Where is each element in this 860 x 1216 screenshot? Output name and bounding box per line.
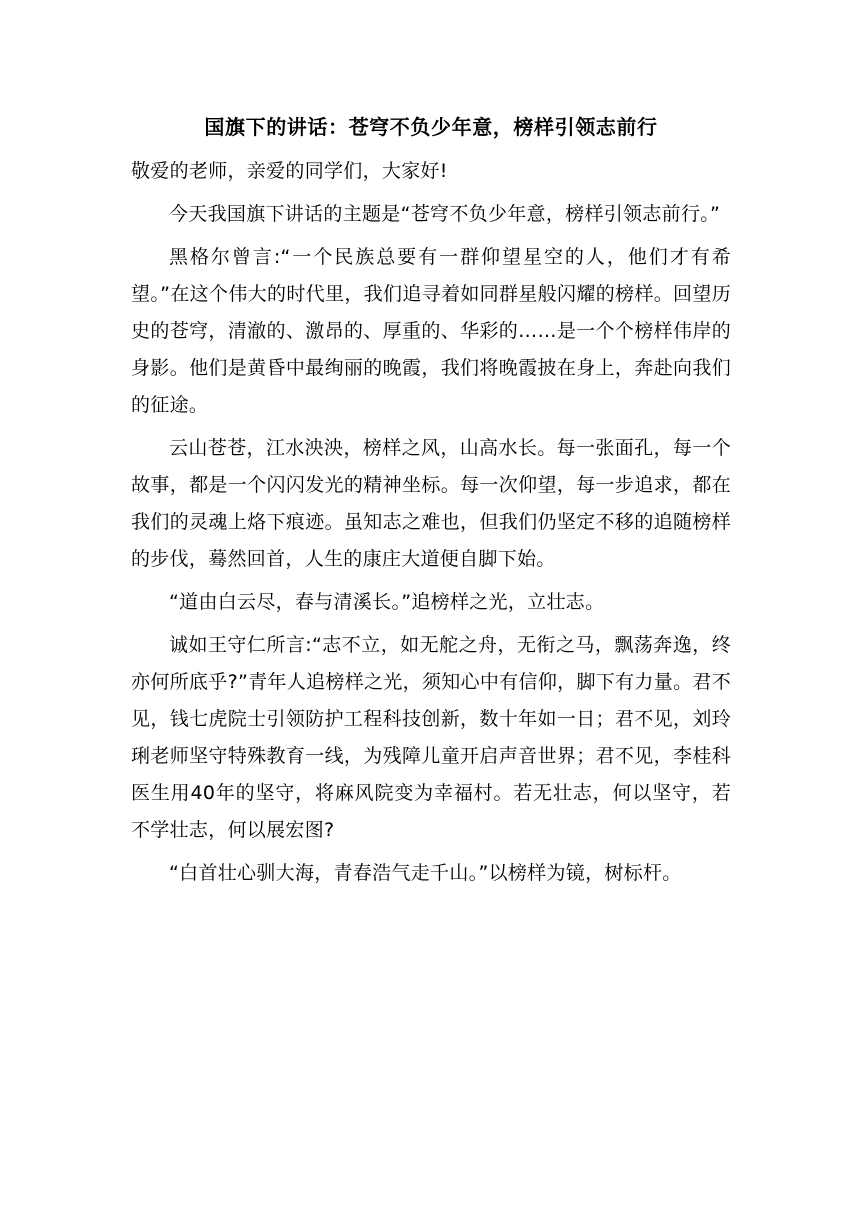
speech-body: [131, 153, 731, 898]
paragraph-hegel-quote: 黑格尔曾言:“一个民族总要有一群仰望星空的人，他们才有希望。”在这个伟大的时代里，我们追寻着如同群星般闪耀的榜样。回望历史的苍穹，清澈的、激昂的、厚重的、华彩的……是一个个榜样伟岸的身影。他们是黄昏中最绚丽的晚霞，我们将晚霞披在身上，奔赴向我们的征途。: [131, 246, 731, 416]
paragraph-wang-shouren: 诚如王守仁所言:“志不立，如无舵之舟，无衔之马，飘荡奔逸，终亦何所底乎?”青年人追榜样之光，须知心中有信仰，脚下有力量。君不见，钱七虎院士引领防护工程科技创新，数十年如一日；君不见，刘玲琍老师坚守特殊教育一线，为残障儿童开启声音世界；君不见，李桂科医生用40年的坚守，将麻风院变为幸福村。若无壮志，何以坚守，若不学壮志，何以展宏图?: [131, 634, 731, 841]
paragraph-aspiration: “道由白云尽，春与清溪长。”追榜样之光，立壮志。: [169, 591, 605, 613]
paragraph-benchmark: “白首壮心驯大海，青春浩气走千山。”以榜样为镜，树标杆。: [169, 862, 682, 884]
speech-title: 国旗下的讲话：苍穹不负少年意，榜样引领志前行: [204, 115, 658, 139]
greeting-line: 敬爱的老师，亲爱的同学们，大家好!: [131, 160, 448, 182]
paragraph-theme: 今天我国旗下讲话的主题是“苍穹不负少年意，榜样引领志前行。”: [169, 203, 721, 225]
paragraph-role-models: 云山苍苍，江水泱泱，榜样之风，山高水长。每一张面孔，每一个故事，都是一个闪闪发光的精神坐标。每一次仰望，每一步追求，都在我们的灵魂上烙下痕迹。虽知志之难也，但我们仍坚定不移的追随榜样的步伐，蓦然回首，人生的康庄大道便自脚下始。: [131, 437, 731, 570]
